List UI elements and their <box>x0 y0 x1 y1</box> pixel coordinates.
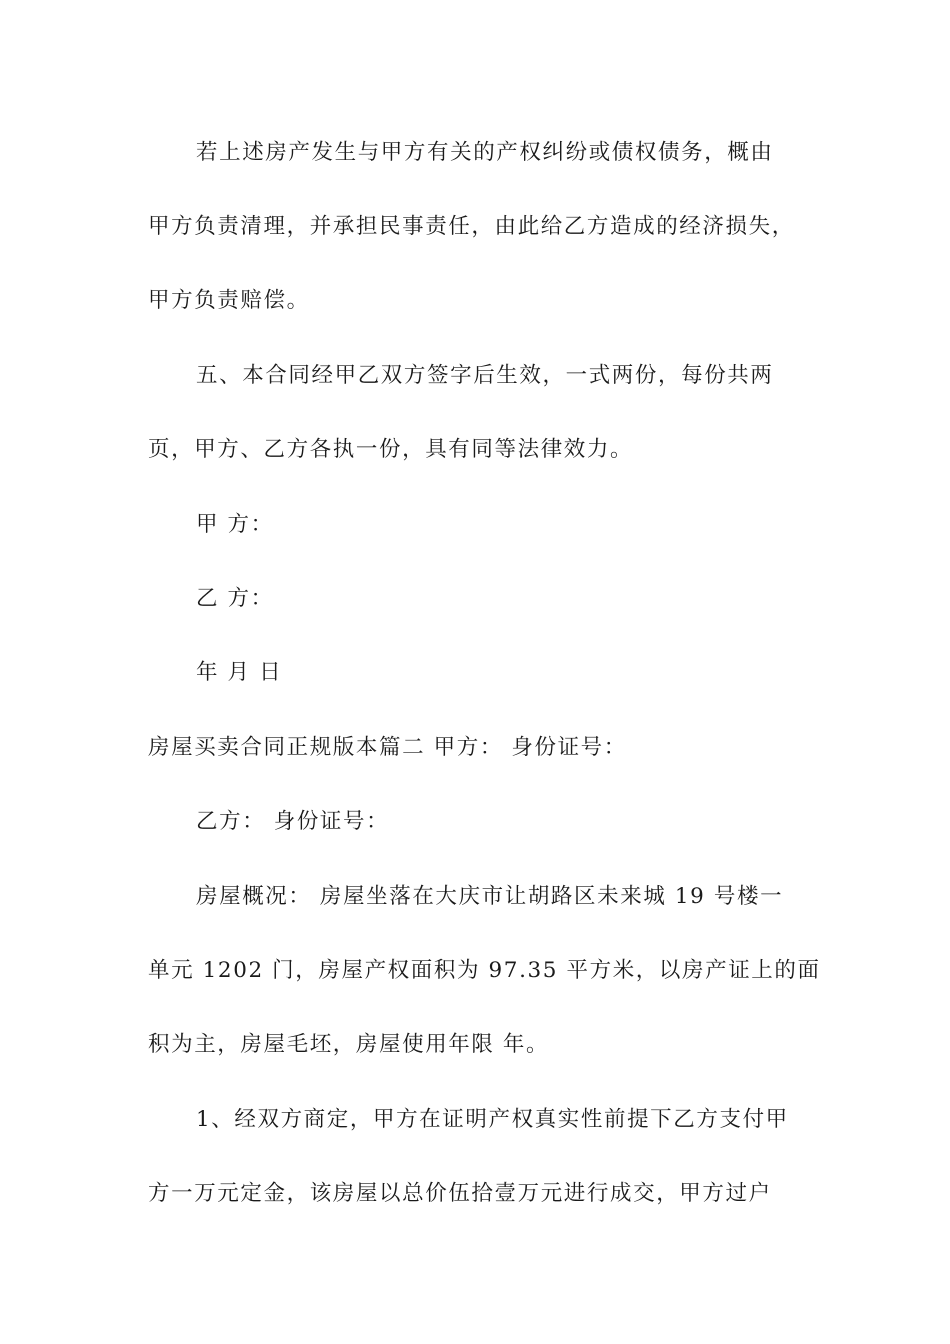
paragraph-line: 房屋概况： 房屋坐落在大庆市让胡路区未来城 19 号楼一 <box>196 884 784 909</box>
paragraph-line: 乙方： 身份证号： <box>196 809 390 834</box>
paragraph-line: 甲方负责赔偿。 <box>148 288 310 313</box>
paragraph-line: 积为主，房屋毛坯，房屋使用年限 年。 <box>148 1032 550 1057</box>
paragraph-line: 五、本合同经甲乙双方签字后生效，一式两份，每份共两 <box>196 363 774 388</box>
date-line: 年 月 日 <box>196 660 283 685</box>
paragraph-line: 1、经双方商定，甲方在证明产权真实性前提下乙方支付甲 <box>196 1107 789 1132</box>
paragraph-line: 方一万元定金，该房屋以总价伍拾壹万元进行成交，甲方过户 <box>148 1181 772 1206</box>
paragraph-line: 若上述房产发生与甲方有关的产权纠纷或债权债务，概由 <box>196 140 774 165</box>
paragraph-line: 单元 1202 门，房屋产权面积为 97.35 平方米，以房产证上的面 <box>148 958 821 983</box>
party-a-signature-line: 甲 方： <box>196 512 274 537</box>
paragraph-line: 页，甲方、乙方各执一份，具有同等法律效力。 <box>148 437 634 462</box>
paragraph-line: 甲方负责清理，并承担民事责任，由此给乙方造成的经济损失， <box>148 214 795 239</box>
party-b-signature-line: 乙 方： <box>196 586 274 611</box>
section-heading-line: 房屋买卖合同正规版本篇二 甲方： 身份证号： <box>148 735 627 760</box>
